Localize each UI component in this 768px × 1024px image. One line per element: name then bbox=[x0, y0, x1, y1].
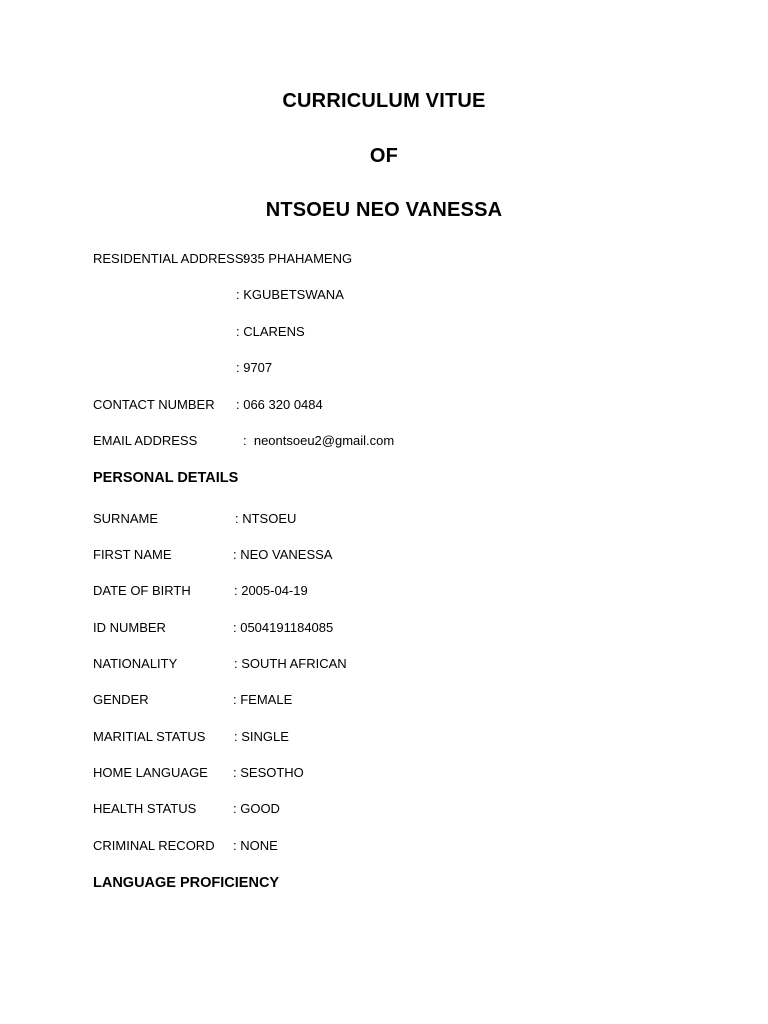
detail-value: : SOUTH AFRICAN bbox=[234, 656, 347, 671]
language-proficiency-heading: LANGUAGE PROFICIENCY bbox=[93, 875, 280, 891]
address-line-4: : 9707 bbox=[236, 360, 273, 375]
email-value: : neontsoeu2@gmail.com bbox=[243, 433, 395, 448]
detail-label: CRIMINAL RECORD bbox=[93, 838, 215, 853]
detail-value: : SESOTHO bbox=[233, 765, 304, 780]
detail-value: : GOOD bbox=[233, 801, 280, 816]
detail-label: SURNAME bbox=[93, 511, 159, 526]
detail-label: FIRST NAME bbox=[93, 547, 172, 562]
detail-value: : 2005-04-19 bbox=[234, 583, 308, 598]
address-line-3: : CLARENS bbox=[236, 324, 305, 339]
detail-value: : NTSOEU bbox=[235, 511, 297, 526]
contact-value: : 066 320 0484 bbox=[236, 397, 323, 412]
detail-label: MARITIAL STATUS bbox=[93, 729, 206, 744]
detail-label: GENDER bbox=[93, 692, 149, 707]
address-line-1: 935 PHAHAMENG bbox=[243, 251, 353, 266]
document-title: CURRICULUM VITUE bbox=[282, 90, 486, 112]
detail-label: HEALTH STATUS bbox=[93, 801, 197, 816]
personal-details-heading: PERSONAL DETAILS bbox=[93, 470, 239, 486]
detail-label: HOME LANGUAGE bbox=[93, 765, 208, 780]
address-line-2: : KGUBETSWANA bbox=[236, 287, 344, 302]
detail-value: : NONE bbox=[233, 838, 278, 853]
detail-label: NATIONALITY bbox=[93, 656, 178, 671]
detail-value: : NEO VANESSA bbox=[233, 547, 333, 562]
title-of: OF bbox=[369, 145, 399, 167]
detail-value: : FEMALE bbox=[233, 692, 293, 707]
detail-value: : SINGLE bbox=[234, 729, 289, 744]
detail-label: ID NUMBER bbox=[93, 620, 166, 635]
email-label: EMAIL ADDRESS bbox=[93, 433, 198, 448]
detail-value: : 0504191184085 bbox=[233, 620, 334, 635]
candidate-name: NTSOEU NEO VANESSA bbox=[265, 199, 503, 221]
contact-label: CONTACT NUMBER bbox=[93, 397, 215, 412]
address-label: RESIDENTIAL ADDRESS: bbox=[93, 251, 248, 266]
detail-label: DATE OF BIRTH bbox=[93, 583, 191, 598]
